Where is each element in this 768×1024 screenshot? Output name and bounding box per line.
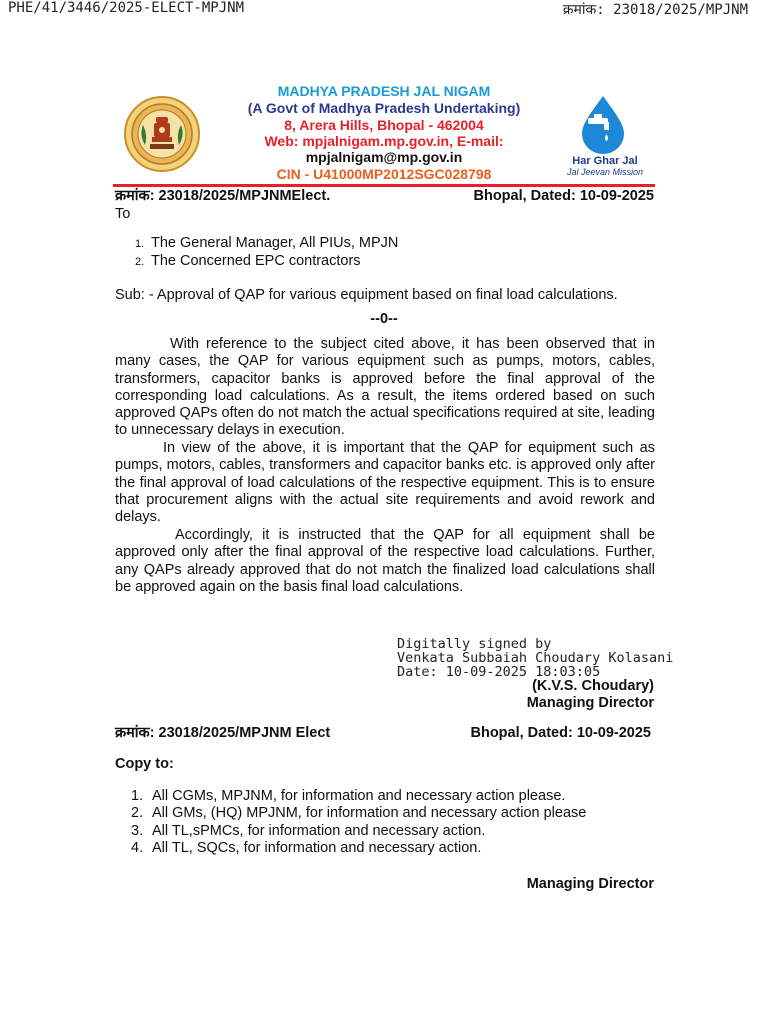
digital-signature-line2: Venkata Subbaiah Choudary Kolasani — [397, 650, 674, 666]
water-drop-tap-icon — [578, 94, 628, 154]
copy-reference-number: क्रमांक: 23018/2025/MPJNM Elect — [115, 725, 331, 741]
letter-date: Bhopal, Dated: 10-09-2025 — [473, 188, 654, 204]
list-item: 4. All TL, SQCs, for information and necessary action. — [131, 839, 482, 856]
paragraph-2: In view of the above, it is important that the QAP for equipment such as pumps, motors, cables, transformers and capacitor banks etc. is approved only after the final approval of load calculations of the respective equipment. This is to ensure that procurement aligns with the actual site requirements and avoid rework and delays. — [115, 440, 655, 526]
list-item: 1. The General Manager, All PIUs, MPJN — [135, 235, 399, 251]
org-address: 8, Arera Hills, Bhopal - 462004 — [284, 117, 484, 133]
copy-to-heading: Copy to: — [115, 756, 174, 772]
har-ghar-jal-text: Har Ghar Jal — [572, 155, 638, 167]
digital-signature-date: Date: 10-09-2025 18:03:05 — [397, 664, 601, 680]
to-label: To — [115, 206, 131, 222]
top-right-reference: क्रमांक: 23018/2025/MPJNM — [562, 2, 748, 18]
list-item: 1. All CGMs, MPJNM, for information and necessary action please. — [131, 788, 566, 804]
copy-signatory-designation: Managing Director — [526, 876, 654, 892]
signatory-name: (K.V.S. Choudary) — [532, 678, 654, 694]
paragraph-3: Accordingly, it is instructed that the QAP for all equipment shall be approved only after the final approval of the respective load calculations. Further, any QAPs already approved that do not match the finalized load calculations shall be approved again on the basis final load calculations. — [115, 527, 655, 595]
top-left-reference: PHE/41/3446/2025-ELECT-MPJNM — [8, 0, 245, 16]
letterhead — [0, 0, 768, 195]
subject-line: Sub: - Approval of QAP for various equipment based on final load calculations. — [115, 287, 618, 303]
jal-jeevan-mission-text: Jal Jeevan Mission — [566, 167, 644, 177]
org-name: MADHYA PRADESH JAL NIGAM — [277, 83, 491, 99]
reference-number: क्रमांक: 23018/2025/MPJNMElect. — [115, 188, 331, 204]
copy-to-list — [131, 788, 586, 857]
list-item: 2. The Concerned EPC contractors — [135, 253, 361, 270]
copy-date: Bhopal, Dated: 10-09-2025 — [470, 725, 651, 741]
signatory-designation: Managing Director — [526, 695, 654, 711]
list-item: 2. All GMs, (HQ) MPJNM, for information and necessary action please — [131, 805, 587, 822]
recipients-list — [135, 235, 398, 272]
org-cin: CIN - U41000MP2012SGC028798 — [276, 166, 492, 182]
org-web: Web: mpjalnigam.mp.gov.in, E-mail: — [264, 133, 504, 149]
paragraph-1: With reference to the subject cited above, it has been observed that in many cases, the QAP for various equipment such as pumps, motors, cables, transformers, capacitor banks is approved before the final approval of the corresponding load calculations. As a result, the items ordered based on such approved QAPs often do not match the actual specifications required at site, leading to unnecessary delays in execution. — [115, 336, 655, 439]
org-email: mpjalnigam@mp.gov.in — [305, 149, 463, 165]
digital-signature-line1: Digitally signed by — [397, 636, 552, 652]
org-subtitle: (A Govt of Madhya Pradesh Undertaking) — [247, 100, 521, 116]
separator: --0-- — [370, 311, 398, 327]
letterhead-rule — [113, 184, 655, 187]
list-item: 3. All TL,sPMCs, for information and necessary action. — [131, 822, 486, 839]
